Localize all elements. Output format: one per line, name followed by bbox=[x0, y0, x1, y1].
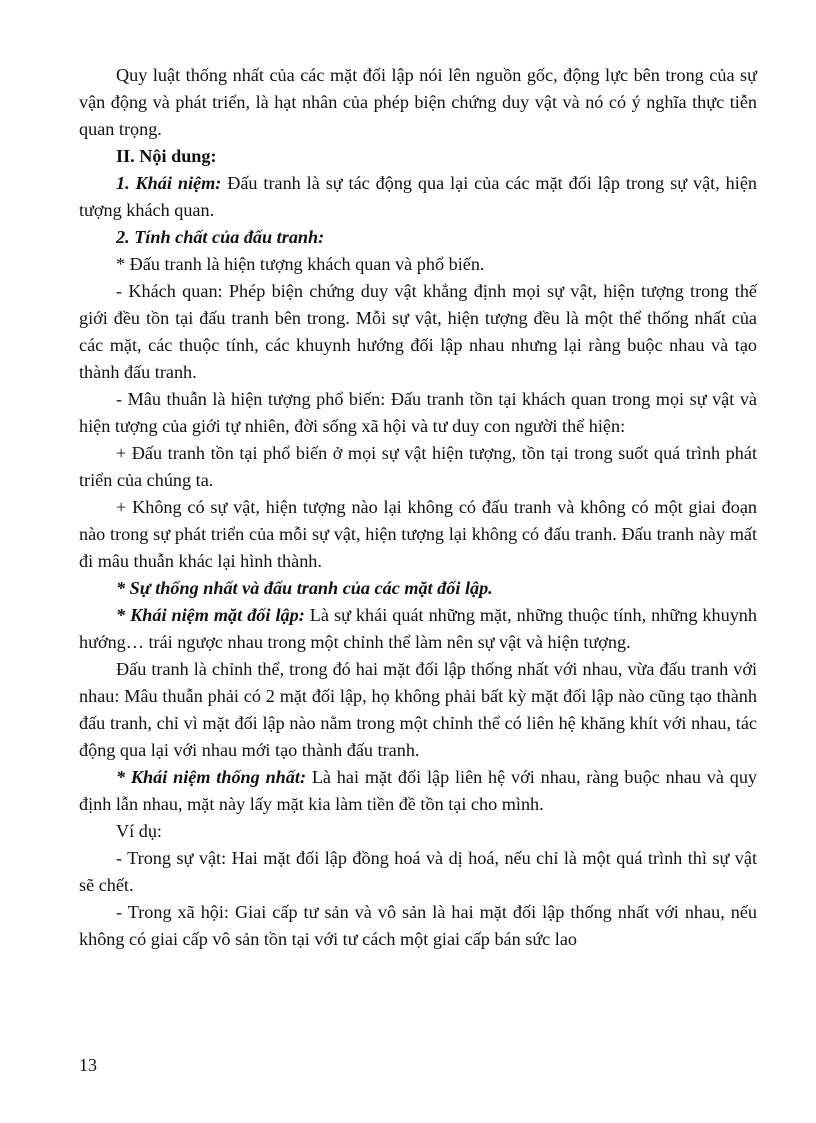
unity-struggle-heading: * Sự thống nhất và đấu tranh của các mặt đối lập. bbox=[116, 578, 493, 598]
example-label: Ví dụ: bbox=[116, 821, 162, 841]
intro-paragraph: Quy luật thống nhất của các mặt đối lập nói lên nguồn gốc, động lực bên trong của sự vận động và phát triển, là hạt nhân của phép biện chứng duy vật và nó có ý nghĩa thực tiễn quan trọng. bbox=[79, 65, 757, 139]
paragraph: - Khách quan: Phép biện chứng duy vật khẳng định mọi sự vật, hiện tượng trong thế giới đều tồn tại đấu tranh bên trong. Mỗi sự vật, hiện tượng đều là một thể thống nhất của các mặt, các thuộc tính, các khuynh hướng đối lập nhau nhưng lại ràng buộc nhau và tạo thành đấu tranh. bbox=[79, 281, 757, 382]
paragraph: - Trong sự vật: Hai mặt đối lập đồng hoá và dị hoá, nếu chỉ là một quá trình thì sự vật sẽ chết. bbox=[79, 848, 757, 895]
page-number: 13 bbox=[79, 1055, 97, 1075]
paragraph: * Đấu tranh là hiện tượng khách quan và phổ biến. bbox=[116, 254, 485, 274]
opposite-concept-paragraph: * Khái niệm mặt đối lập: Là sự khái quát những mặt, những thuộc tính, những khuynh hướng… trái ngược nhau trong một chỉnh thể làm nên sự vật và hiện tượng. bbox=[79, 605, 757, 652]
nature-heading: 2. Tính chất của đấu tranh: bbox=[116, 227, 325, 247]
paragraph: + Đấu tranh tồn tại phổ biến ở mọi sự vật hiện tượng, tồn tại trong suốt quá trình phát triển của chúng ta. bbox=[79, 443, 757, 490]
paragraph: Đấu tranh là chỉnh thể, trong đó hai mặt đối lập thống nhất với nhau, vừa đấu tranh với nhau: Mâu thuẫn phải có 2 mặt đối lập, họ không phải bất kỳ mặt đối lập nào cũng tạo thành đấu tranh, chỉ vì mặt đối lập nào nằm trong một chỉnh thể có liên hệ khăng khít với nhau, tác động qua lại với nhau mới tạo thành đấu tranh. bbox=[79, 659, 757, 760]
section-heading: II. Nội dung: bbox=[116, 146, 217, 166]
unity-concept-paragraph: * Khái niệm thống nhất: Là hai mặt đối lập liên hệ với nhau, ràng buộc nhau và quy định lẫn nhau, mặt này lấy mặt kia làm tiền đề tồn tại cho mình. bbox=[79, 767, 758, 814]
concept-paragraph: 1. Khái niệm: Đấu tranh là sự tác động qua lại của các mặt đối lập trong sự vật, hiện tượng khách quan. bbox=[79, 173, 757, 220]
paragraph: - Mâu thuẫn là hiện tượng phổ biến: Đấu tranh tồn tại khách quan trong mọi sự vật và hiện tượng của giới tự nhiên, đời sống xã hội và tư duy con người thể hiện: bbox=[79, 389, 757, 436]
paragraph: + Không có sự vật, hiện tượng nào lại không có đấu tranh và không có một giai đoạn nào trong sự phát triển của mỗi sự vật, hiện tượng lại không có đấu tranh. Đấu tranh này mất đi mâu thuẫn khác lại hình thành. bbox=[79, 497, 757, 571]
document-body bbox=[79, 62, 757, 953]
paragraph: - Trong xã hội: Giai cấp tư sản và vô sản là hai mặt đối lập thống nhất với nhau, nếu không có giai cấp vô sản tồn tại với tư cách một giai cấp bán sức lao bbox=[79, 902, 757, 949]
